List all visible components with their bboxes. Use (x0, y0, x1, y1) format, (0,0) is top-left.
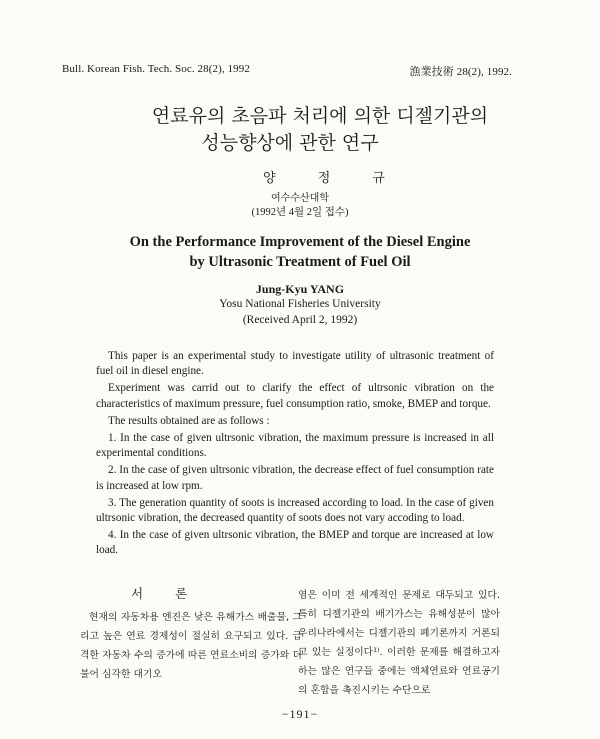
abstract-paragraph: The results obtained are as follows : (108, 414, 270, 427)
abstract (96, 349, 494, 561)
abstract-paragraph: This paper is an experimental study to investigate utility of ultrasonic treatment of fuel oil in diesel engine. (96, 350, 494, 378)
journal-header-left: Bull. Korean Fish. Tech. Soc. 28(2), 1992 (62, 63, 250, 75)
abstract-result-item: 2. In the case of given ultrsonic vibration, the decrease effect of fuel consumption rate is increased at low rpm. (96, 464, 494, 492)
body-text-left: 현재의 자동차용 엔진은 낮은 유해가스 배출물, 그리고 높은 연료 경제성이 절실히 요구되고 있다. 급격한 자동차 수의 증가에 따른 연료소비의 증가와 더불어 심각한 대기오 (80, 612, 302, 680)
abstract-result-item: 4. In the case of given ultrsonic vibration, the BMEP and torque are increased at low load. (96, 529, 494, 557)
author-english: Jung-Kyu YANG (255, 282, 345, 296)
english-title (0, 232, 600, 272)
affiliation-english: Yosu National Fisheries University (219, 298, 381, 310)
body-column-left (80, 608, 302, 684)
korean-title-line2: 성능향상에 관한 연구 (201, 132, 379, 154)
abstract-paragraph: Experiment was carrid out to clarify the effect of ultrsonic vibration on the characteristics of maximum pressure, fuel consumption ratio, smoke, BMEP and torque. (96, 382, 494, 410)
page-number: −191− (281, 707, 319, 721)
english-title-line1: On the Performance Improvement of the Diesel Engine (129, 234, 471, 250)
body-column-right (298, 586, 500, 700)
received-date-english: (Received April 2, 1992) (242, 314, 358, 326)
abstract-result-item: 1. In the case of given ultrsonic vibration, the maximum pressure is increased in all experimental conditions. (96, 432, 494, 460)
author-korean: 양정규 (263, 171, 427, 186)
received-date-korean: (1992년 4월 2일 접수) (251, 207, 349, 218)
body-text-right: 염은 이미 전 세계적인 문제로 대두되고 있다. 특히 디젤기관의 배기가스는 유해성분이 많아 우리나라에서는 디젤기관의 폐기론까지 거론되고 있는 실정이다¹⁾. 이러한 문제를 해결하고자 하는 많은 연구들 중에는 액체연료와 연료공기의 혼합을 촉진시키는 수단으로 (298, 590, 500, 696)
korean-title (0, 103, 600, 157)
journal-header-right: 漁業技術 28(2), 1992. (409, 66, 512, 78)
abstract-result-item: 3. The generation quantity of soots is increased according to load. In the case of given ultrsonic vibration, the decreased quantity of soots does not vary accoding to load. (96, 496, 494, 525)
korean-title-line1: 연료유의 초음파 처리에 의한 디젤기관의 (151, 105, 489, 127)
affiliation-korean: 여수수산대학 (271, 193, 329, 204)
english-title-line2: by Ultrasonic Treatment of Fuel Oil (189, 254, 411, 270)
section-heading-introduction: 서론 (131, 586, 220, 601)
